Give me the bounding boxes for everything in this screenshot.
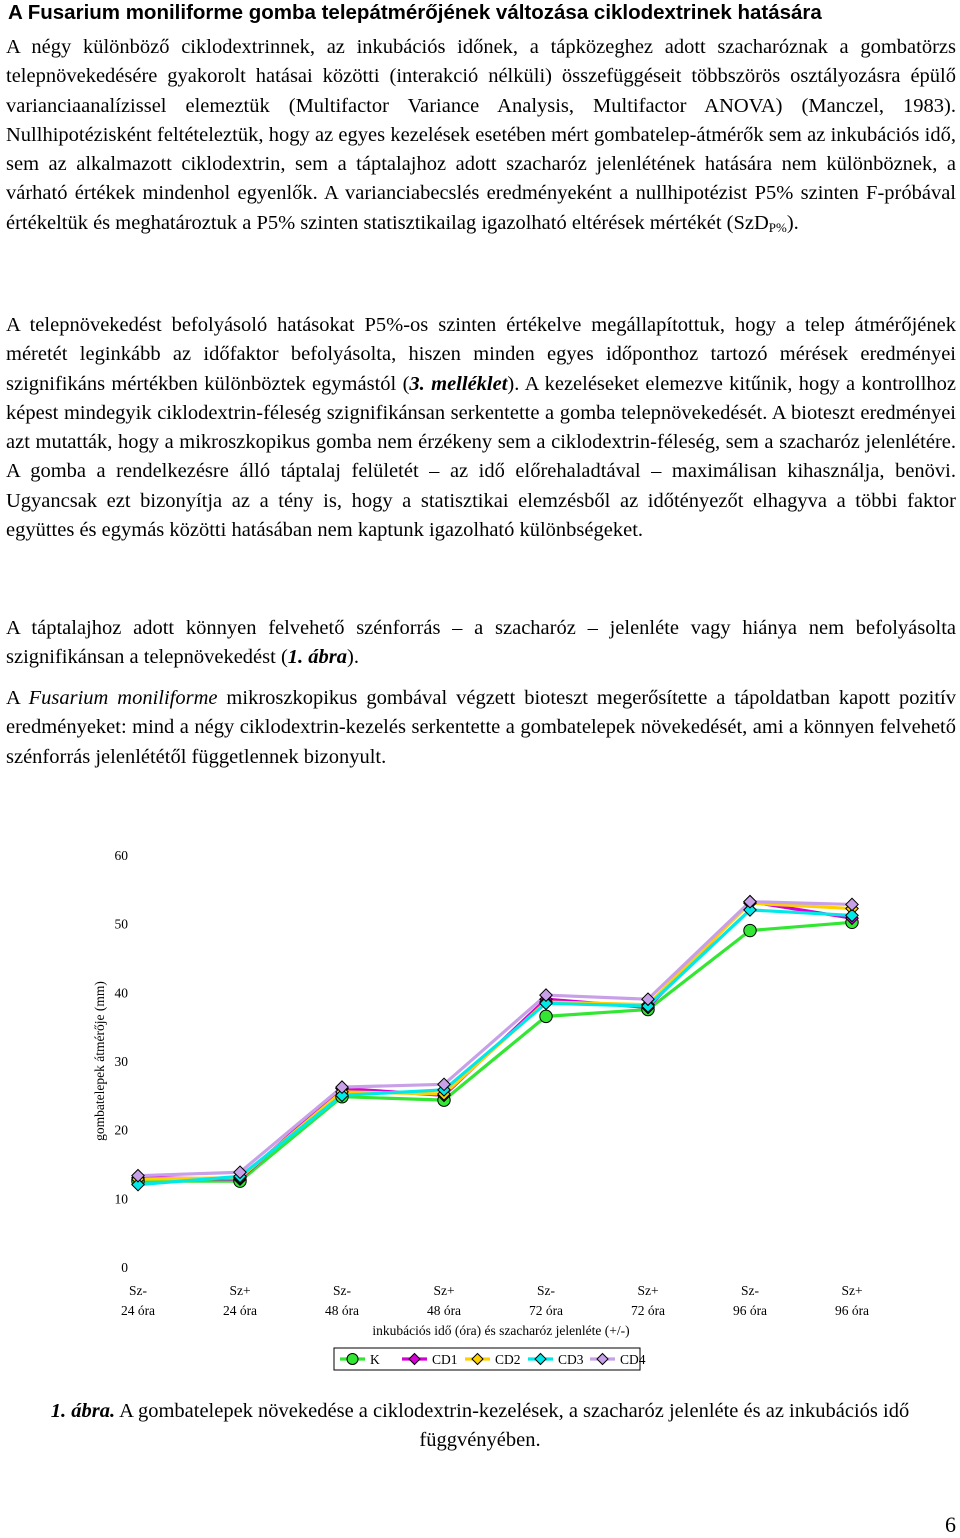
legend-marker-cd1 bbox=[409, 1354, 420, 1365]
figure-caption-text: A gombatelepek növekedése a ciklodextrin-kezelések, a szacharóz jelenléte és az inkubációs idő függvényében. bbox=[115, 1400, 910, 1451]
y-tick-label: 30 bbox=[114, 1054, 128, 1069]
legend-label-cd3: CD3 bbox=[558, 1352, 584, 1367]
legend-label-cd1: CD1 bbox=[432, 1352, 458, 1367]
series-line-cd4 bbox=[138, 902, 852, 1176]
legend-marker-cd3 bbox=[535, 1354, 546, 1365]
data-point-k bbox=[540, 1010, 552, 1022]
x-tick-label-time: 48 óra bbox=[324, 1303, 360, 1318]
x-tick-label-time: 72 óra bbox=[630, 1303, 666, 1318]
legend-label-k: K bbox=[370, 1352, 380, 1367]
y-tick-label: 60 bbox=[114, 848, 128, 863]
x-tick-label: Sz+ bbox=[841, 1283, 863, 1298]
x-tick-label: Sz+ bbox=[229, 1283, 251, 1298]
x-tick-label-time: 24 óra bbox=[120, 1303, 156, 1318]
legend-marker-cd2 bbox=[472, 1354, 483, 1365]
y-tick-label: 20 bbox=[114, 1122, 128, 1138]
paragraph-results-b: ). A kezeléseket elemezve kitűnik, hogy a kontrollhoz képest mindegyik ciklodextrin-féleség szignifikánsan serkentette a gomba telepnövekedését. A bioteszt eredményei azt mutatták, hogy a mikroszkopikus gomba nem érzékeny sem a ciklodextrin-féleség, sem a szacharóz jelenlétére. A gomba a rendelkezésre álló táptalaj felületét – az idő előrehaladtával – maximálisan kihasználja, benövi. Ugyancsak ezt bizonyítja az a tény is, hogy a statisztikai elemzésből az időtényezőt elhagyva a többi faktor együttes és egymás közötti hatásában nem kaptunk igazolható különbségeket. bbox=[6, 372, 956, 542]
appendix-reference: 3. melléklet bbox=[409, 372, 508, 395]
paragraph-bioassay-a: A bbox=[6, 687, 29, 709]
x-tick-label: Sz+ bbox=[433, 1283, 455, 1298]
paragraph-carbon-source-b: ). bbox=[347, 646, 359, 669]
figure-reference: 1. ábra bbox=[287, 646, 348, 669]
szd-subscript: P% bbox=[768, 219, 787, 235]
series-line-k bbox=[138, 922, 852, 1181]
legend-label-cd4: CD4 bbox=[620, 1352, 646, 1367]
paragraph-bioassay-b: mikroszkopikus gombával végzett bioteszt megerősítette a tápoldatban kapott pozitív eredményeket: mind a négy ciklodextrin-kezelés serkentette a gombatelepek növekedését, ami a könnyen felvehető szénforrás jelenlététől függetlennek bizonyult. bbox=[6, 687, 956, 768]
paragraph-anova-text: A négy különböző ciklodextrinnek, az inkubációs időnek, a tápközeghez adott szacharóznak a gombatörzs telepnövekedésére gyakorolt hatásai közötti (interakció nélküli) összefüggéseit többszörös osztályozásra épülő varianciaanalízissel elemeztük (Multifactor Variance Analysis, Multifactor ANOVA) (Manczel, 1983). Nullhipotézisként feltételeztük, hogy az egyes kezelések esetében mért gombatelep-átmérők sem az inkubációs idő, sem az alkalmazott ciklodextrin, sem a táptalajhoz adott szacharóz jelenlétének hatására nem különböznek, a várható értékek mindenhol egyenlők. A varianciabecslés eredményeként a nullhipotézist P5% szinten F-próbával értékeltük és meghatároztuk a P5% szinten statisztikailag igazolható eltérések mértékét (SzD bbox=[6, 36, 956, 234]
page-number: 6 bbox=[945, 1512, 956, 1537]
y-tick-label: 50 bbox=[114, 916, 128, 932]
x-tick-label-time: 96 óra bbox=[834, 1303, 870, 1318]
y-tick-label: 40 bbox=[114, 985, 128, 1001]
x-tick-label: Sz+ bbox=[637, 1283, 659, 1298]
series-line-cd3 bbox=[138, 910, 852, 1185]
x-tick-label: Sz- bbox=[741, 1283, 759, 1298]
x-tick-label-time: 48 óra bbox=[426, 1303, 462, 1318]
x-tick-label-time: 96 óra bbox=[732, 1303, 768, 1318]
x-tick-label-time: 24 óra bbox=[222, 1303, 258, 1318]
y-tick-label: 10 bbox=[114, 1191, 128, 1207]
paragraph-anova-end: ). bbox=[786, 211, 799, 234]
paragraph-carbon-source-a: A táptalajhoz adott könnyen felvehető szénforrás – a szacharóz – jelenléte vagy hiánya nem befolyásolta szignifikánsan a telepnövekedést ( bbox=[6, 617, 956, 669]
y-axis-label: gombatelepek átmérője (mm) bbox=[92, 981, 107, 1141]
data-point-k bbox=[744, 924, 756, 936]
x-tick-label: Sz- bbox=[333, 1283, 351, 1298]
species-name: Fusarium moniliforme bbox=[28, 687, 218, 709]
x-tick-label-time: 72 óra bbox=[528, 1303, 564, 1318]
y-tick-label: 0 bbox=[121, 1260, 128, 1275]
figure-caption bbox=[0, 1397, 960, 1455]
x-axis-label: inkubációs idő (óra) és szacharóz jelenléte (+/-) bbox=[372, 1323, 630, 1338]
x-tick-label: Sz- bbox=[129, 1283, 147, 1298]
legend-marker-k bbox=[347, 1354, 358, 1365]
legend-label-cd2: CD2 bbox=[495, 1352, 521, 1367]
x-tick-label: Sz- bbox=[537, 1283, 555, 1298]
section-heading: A Fusarium moniliforme gomba telepátmérőjének változása ciklodextrinek hatására bbox=[8, 1, 822, 24]
legend-marker-cd4 bbox=[597, 1354, 608, 1365]
figure-caption-label: 1. ábra. bbox=[50, 1400, 116, 1422]
paragraph-results-a: A telepnövekedést befolyásoló hatásokat P5%-os szinten értékelve megállapítottuk, hogy a telep átmérőjének méretét leginkább az időfaktor befolyásolta, hiszen minden egyes időponthoz tartozó mérések eredményei szignifikáns mértékben különböztek egymástól ( bbox=[6, 314, 956, 395]
